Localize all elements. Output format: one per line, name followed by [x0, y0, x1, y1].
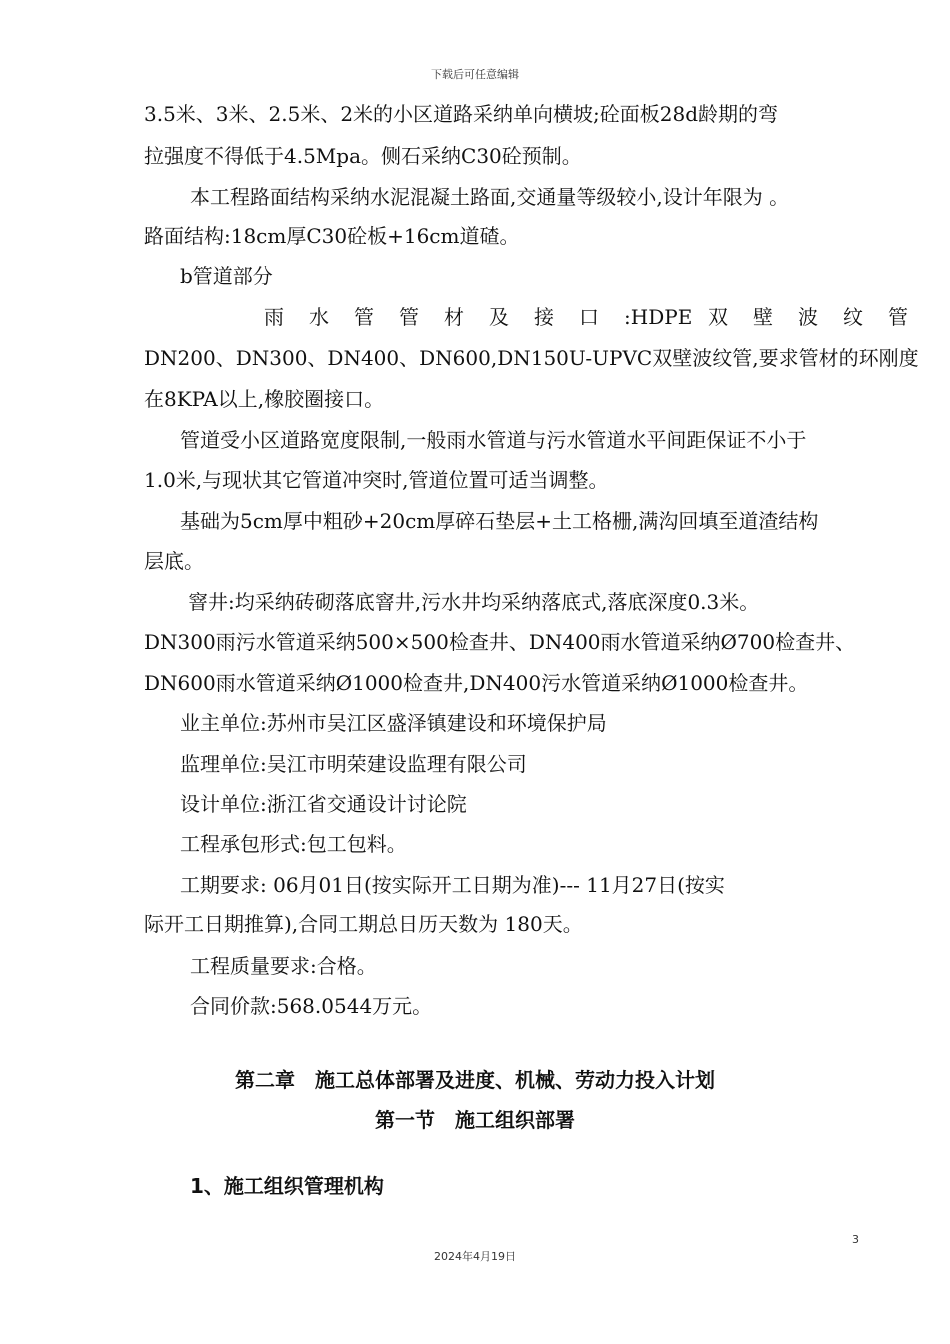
body-line-5: b管道部分 [180, 264, 273, 288]
body-line-12: 层底。 [144, 549, 204, 573]
body-line-8: 在8KPA以上,橡胶圈接口。 [144, 387, 385, 411]
page-header: 下载后可任意编辑 [431, 68, 519, 81]
body-line-11: 基础为5cm厚中粗砂+20cm厚碎石垫层+土工格栅,满沟回填至道渣结构 [180, 509, 819, 533]
body-line-4: 路面结构:18cm厚C30砼板+16cm道碴。 [144, 224, 520, 248]
body-line-2: 拉强度不得低于4.5Mpa。侧石采纳C30砼预制。 [144, 144, 582, 168]
subsection-title: 1、施工组织管理机构 [190, 1174, 384, 1198]
body-line-14: DN300雨污水管道采纳500×500检查井、DN400雨水管道采纳Ø700检查井、 [144, 630, 856, 654]
body-line-9: 管道受小区道路宽度限制,一般雨水管道与污水管道水平间距保证不小于 [180, 428, 807, 452]
page-footer-date: 2024年4月19日 [434, 1250, 516, 1263]
section-title: 第一节 施工组织部署 [375, 1108, 575, 1132]
body-line-1: 3.5米、3米、2.5米、2米的小区道路采纳单向横坡;砼面板28d龄期的弯 [144, 102, 779, 126]
body-line-23: 合同价款:568.0544万元。 [190, 994, 433, 1018]
chapter-title: 第二章 施工总体部署及进度、机械、劳动力投入计划 [235, 1068, 715, 1092]
body-line-15: DN600雨水管道采纳Ø1000检查井,DN400污水管道采纳Ø1000检查井。 [144, 671, 809, 695]
body-line-16: 业主单位:苏州市吴江区盛泽镇建设和环境保护局 [180, 711, 607, 735]
body-line-6: 雨 水 管 管 材 及 接 口 :HDPE 双 壁 波 纹 管 [264, 305, 908, 329]
body-line-18: 设计单位:浙江省交通设计讨论院 [180, 792, 467, 816]
body-line-17: 监理单位:吴江市明荣建设监理有限公司 [180, 752, 527, 776]
body-line-7: DN200、DN300、DN400、DN600,DN150U-UPVC双壁波纹管,要求管材的环刚度 [144, 346, 919, 370]
body-line-10: 1.0米,与现状其它管道冲突时,管道位置可适当调整。 [144, 468, 609, 492]
body-line-20: 工期要求: 06月01日(按实际开工日期为准)--- 11月27日(按实 [180, 873, 725, 897]
body-line-19: 工程承包形式:包工包料。 [180, 832, 407, 856]
page-number: 3 [852, 1233, 859, 1246]
body-line-22: 工程质量要求:合格。 [190, 954, 377, 978]
body-line-3: 本工程路面结构采纳水泥混凝土路面,交通量等级较小,设计年限为 。 [190, 185, 790, 209]
body-line-21: 际开工日期推算),合同工期总日历天数为 180天。 [144, 912, 583, 936]
body-line-13: 窨井:均采纳砖砌落底窨井,污水井均采纳落底式,落底深度0.3米。 [188, 590, 760, 614]
